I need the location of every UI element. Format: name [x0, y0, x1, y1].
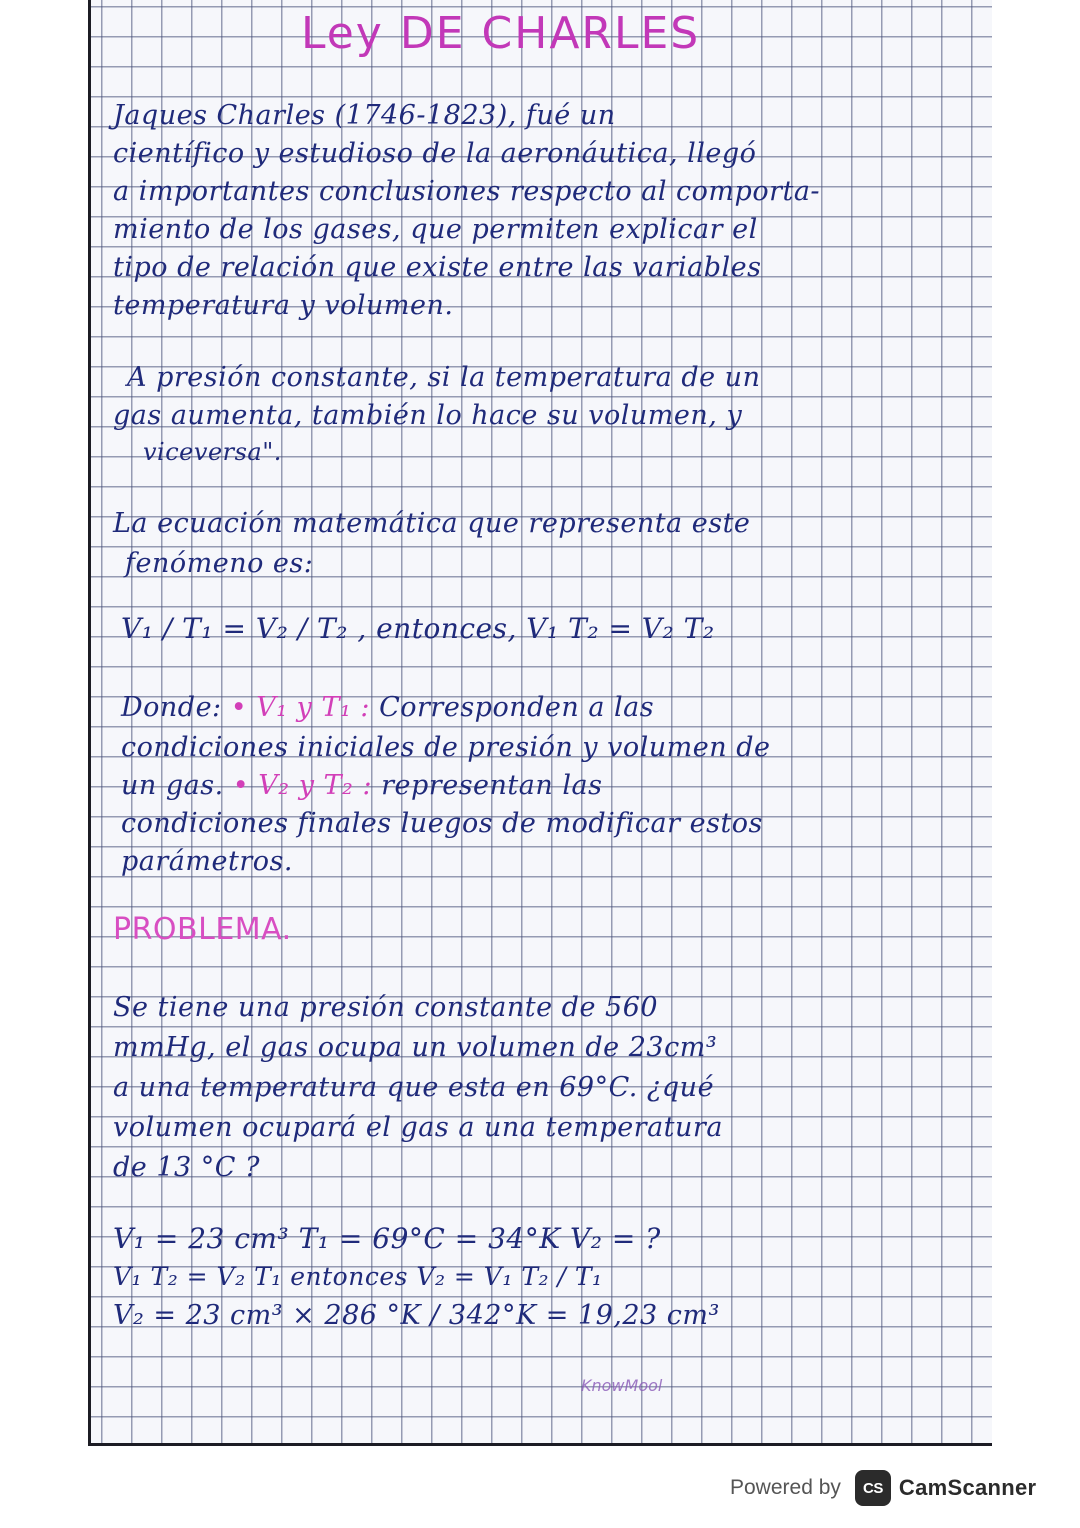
scanned-notebook-page	[88, 0, 992, 1446]
camscanner-logo-letters: CS	[862, 1479, 883, 1497]
quote-line-3: viceversa".	[143, 438, 282, 466]
problem-heading: PROBLEMA.	[113, 912, 292, 947]
knowmool-watermark: KnowMool	[581, 1376, 663, 1395]
intro-line-5: tipo de relación que existe entre las variables	[113, 252, 762, 283]
donde-item-1-text: Corresponden a las	[379, 692, 655, 723]
powered-by-text: Powered by	[730, 1476, 841, 1499]
intro-line-6: temperatura y volumen.	[113, 290, 454, 321]
camscanner-footer	[730, 1466, 1036, 1510]
page-title: Ley DE CHARLES	[301, 8, 701, 59]
donde-item-2-text: representan las	[381, 770, 603, 801]
intro-line-2: científico y estudioso de la aeronáutica, llegó	[113, 138, 757, 169]
solution-line-2: V₁ T₂ = V₂ T₁ entonces V₂ = V₁ T₂ / T₁	[113, 1262, 603, 1291]
camscanner-logo-icon	[855, 1470, 891, 1506]
donde-line-2: condiciones iniciales de presión y volumen de	[121, 732, 771, 763]
donde-label: Donde:	[121, 692, 222, 723]
problem-line-1: Se tiene una presión constante de 560	[113, 992, 659, 1023]
donde-line-3: un gas.	[121, 770, 224, 801]
quote-line-1: A presión constante, si la temperatura de un	[127, 362, 761, 393]
charles-equation: V₁ / T₁ = V₂ / T₂ , entonces, V₁ T₂ = V₂ T₂	[121, 612, 715, 645]
donde-line-5: parámetros.	[121, 846, 293, 877]
problem-line-4: volumen ocupará el gas a una temperatura	[113, 1112, 723, 1143]
equation-intro-line-1: La ecuación matemática que representa este	[113, 508, 751, 539]
solution-line-3: V₂ = 23 cm³ × 286 °K / 342°K = 19,23 cm³	[113, 1300, 720, 1331]
intro-line-4: miento de los gases, que permiten explicar el	[113, 214, 758, 245]
problem-line-3: a una temperatura que esta en 69°C. ¿qué	[113, 1072, 715, 1103]
intro-line-1: Jaques Charles (1746-1823), fué un	[113, 100, 616, 131]
solution-line-1: V₁ = 23 cm³ T₁ = 69°C = 34°K V₂ = ?	[113, 1222, 661, 1255]
donde-item-2	[121, 770, 602, 801]
problem-line-2: mmHg, el gas ocupa un volumen de 23cm³	[113, 1032, 718, 1063]
quote-line-2: gas aumenta, también lo hace su volumen, y	[113, 400, 743, 431]
donde-item-1	[121, 692, 654, 723]
donde-vars-initial: • V₁ y T₁ :	[230, 692, 371, 723]
equation-intro-line-2: fenómeno es:	[125, 548, 314, 579]
donde-vars-final: • V₂ y T₂ :	[232, 770, 373, 801]
intro-line-3: a importantes conclusiones respecto al comporta-	[113, 176, 821, 207]
problem-line-5: de 13 °C ?	[113, 1152, 261, 1183]
donde-line-4: condiciones finales luegos de modificar estos	[121, 808, 763, 839]
camscanner-brand: CamScanner	[898, 1475, 1037, 1500]
